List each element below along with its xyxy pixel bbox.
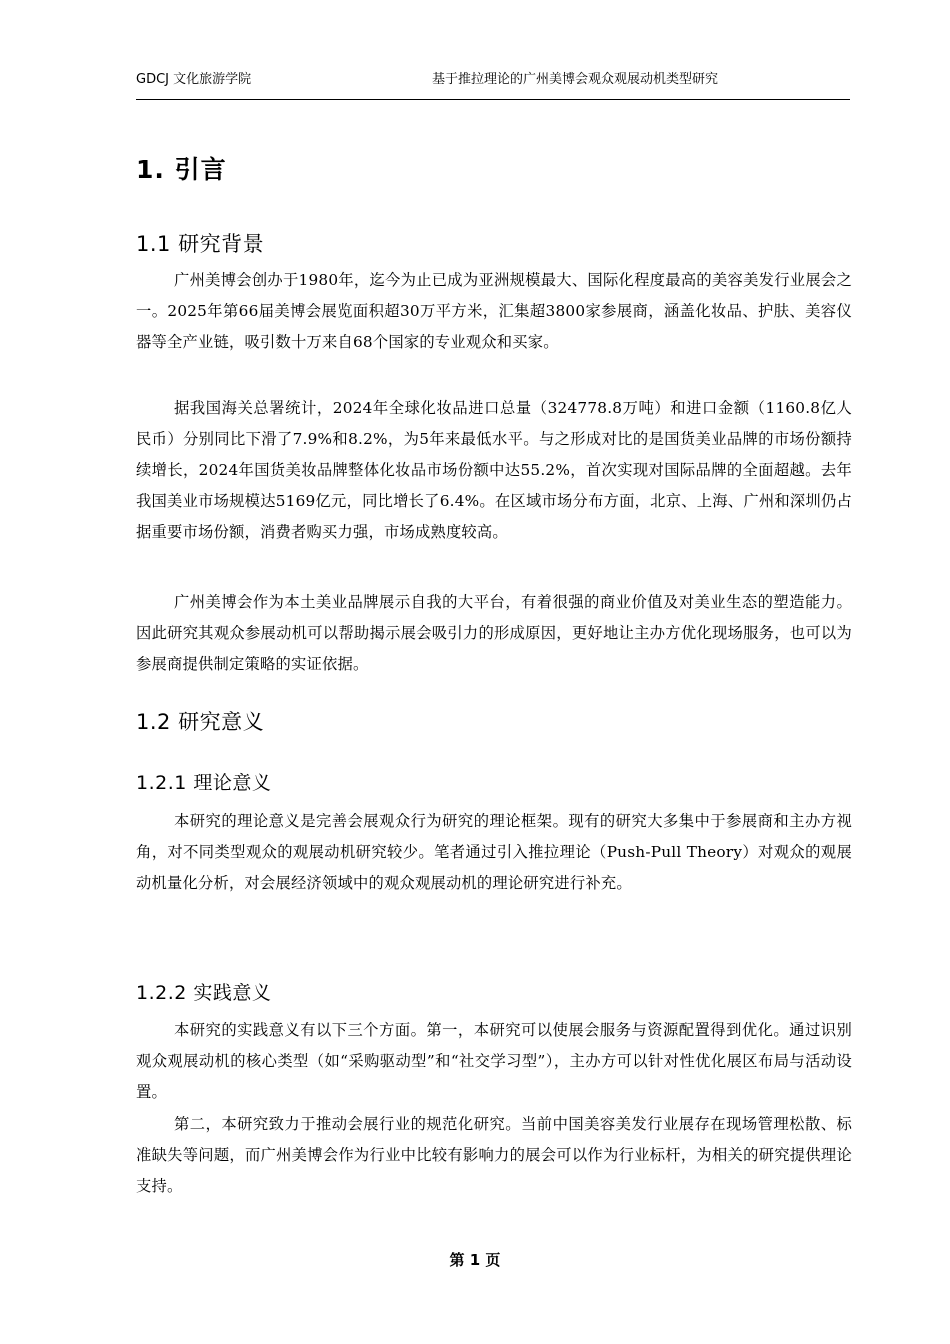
paragraph-theory-significance: 本研究的理论意义是完善会展观众行为研究的理论框架。现有的研究大多集中于参展商和主办方视角，对不同类型观众的观展动机研究较少。笔者通过引入推拉理论（Push-Pull Theory）对观众的观展动机量化分析，对会展经济领域中的观众观展动机的理论研究进行补充。	[136, 812, 852, 892]
header-institution: GDCJ 文化旅游学院	[136, 72, 252, 87]
paragraph-background-2: 据我国海关总署统计，2024年全球化妆品进口总量（324778.8万吨）和进口金额（1160.8亿人民币）分别同比下滑了7.9%和8.2%，为5年来最低水平。与之形成对比的是国货美业品牌的市场份额持续增长，2024年国货美妆品牌整体化妆品市场份额中达55.2%，首次实现对国际品牌的全面超越。去年我国美业市场规模达5169亿元，同比增长了6.4%。在区域市场分布方面，北京、上海、广州和深圳仍占据重要市场份额，消费者购买力强，市场成熟度较高。	[136, 399, 852, 541]
header-divider	[136, 99, 850, 100]
section-1-2-2-heading: 1.2.2 实践意义	[136, 982, 272, 1004]
paragraph-practice-significance-2: 第二，本研究致力于推动会展行业的规范化研究。当前中国美容美发行业展存在现场管理松散、标准缺失等问题，而广州美博会作为行业中比较有影响力的展会可以作为行业标杆，为相关的研究提供理论支持。	[136, 1115, 852, 1195]
section-1-2-heading: 1.2 研究意义	[136, 710, 265, 734]
page-header	[136, 66, 850, 90]
section-1-2-1-heading: 1.2.1 理论意义	[136, 772, 272, 794]
section-1-1-heading: 1.1 研究背景	[136, 232, 265, 256]
section-1-heading: 1. 引言	[136, 155, 227, 184]
paragraph-practice-significance-1: 本研究的实践意义有以下三个方面。第一，本研究可以使展会服务与资源配置得到优化。通过识别观众观展动机的核心类型（如“采购驱动型”和“社交学习型”），主办方可以针对性优化展区布局与活动设置。	[136, 1021, 852, 1101]
page-number: 第 1 页	[449, 1251, 501, 1269]
header-paper-title: 基于推拉理论的广州美博会观众观展动机类型研究	[432, 72, 719, 87]
paragraph-background-3: 广州美博会作为本土美业品牌展示自我的大平台，有着很强的商业价值及对美业生态的塑造能力。因此研究其观众参展动机可以帮助揭示展会吸引力的形成原因，更好地让主办方优化现场服务，也可以为参展商提供制定策略的实证依据。	[136, 593, 852, 673]
paragraph-background-1: 广州美博会创办于1980年，迄今为止已成为亚洲规模最大、国际化程度最高的美容美发行业展会之一。2025年第66届美博会展览面积超30万平方米，汇集超3800家参展商，涵盖化妆品、护肤、美容仪器等全产业链，吸引数十万来自68个国家的专业观众和买家。	[136, 271, 852, 351]
